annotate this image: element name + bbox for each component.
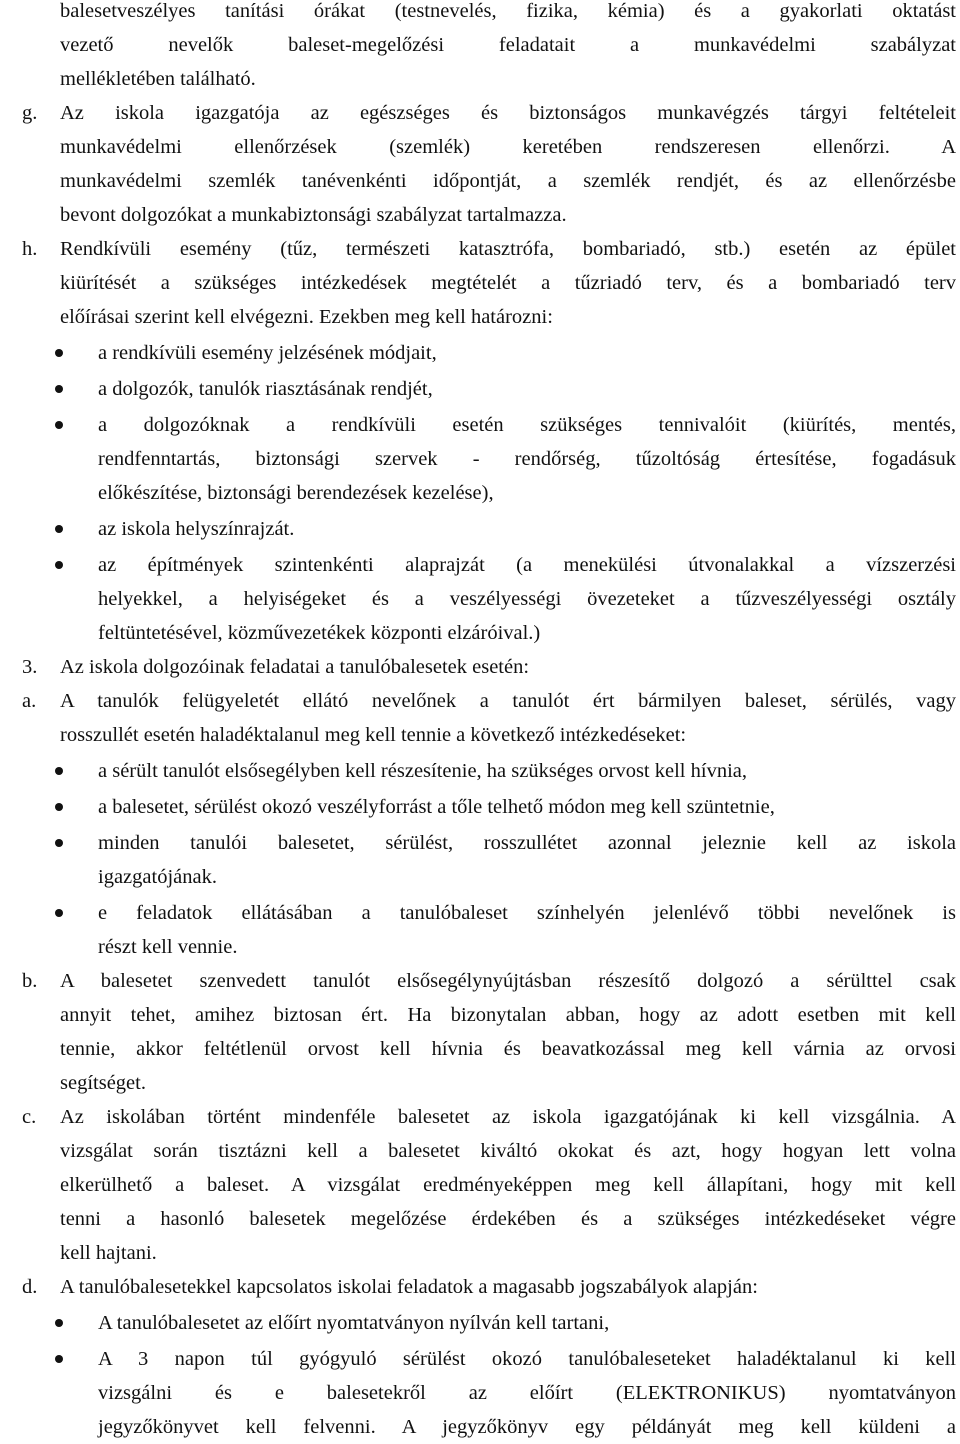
line-text: a dolgozóknak a rendkívüli esetén szükséges tennivalóit (kiürítés, mentés, <box>98 414 956 436</box>
line-text: Rendkívüli esemény (tűz, természeti katasztrófa, bombariadó, stb.) esetén az épület <box>60 238 956 260</box>
document-line <box>0 512 960 546</box>
line-text: A balesetet szenvedett tanulót elsősegélynyújtásban részesítő dolgozó a sérülttel csak <box>60 970 956 992</box>
document-line <box>0 28 960 62</box>
document-line <box>0 1410 960 1444</box>
line-text: A tanulóbalesetet az előírt nyomtatványon nyílván kell tartani, <box>98 1312 610 1334</box>
bullet-icon <box>55 525 63 533</box>
line-text: vizsgálni és e balesetekről az előírt (ELEKTRONIKUS) nyomtatványon <box>98 1382 956 1404</box>
line-text: helyekkel, a helyiségeket és a veszélyességi övezeteket a tűzveszélyességi osztály <box>98 588 956 610</box>
document-line <box>0 650 960 684</box>
document-line <box>0 408 960 442</box>
document-line <box>0 718 960 752</box>
line-text: a balesetet, sérülést okozó veszélyforrást a tőle telhető módon meg kell szüntetnie, <box>98 796 775 818</box>
document-line <box>0 1202 960 1236</box>
line-text: előkészítése, biztonsági berendezések kezelése), <box>98 482 494 504</box>
bullet-icon <box>55 385 63 393</box>
document-line <box>0 1168 960 1202</box>
document-line <box>0 336 960 370</box>
document-line <box>0 198 960 232</box>
line-text: igazgatójának. <box>98 866 217 888</box>
line-text: Az iskola igazgatója az egészséges és biztonságos munkavégzés tárgyi feltételeit <box>60 102 956 124</box>
line-text: balesetveszélyes tanítási órákat (testnevelés, fizika, kémia) és a gyakorlati oktatást <box>60 0 956 22</box>
list-label: c. <box>22 1106 37 1128</box>
document-line <box>0 548 960 582</box>
line-text: rendfenntartás, biztonsági szervek - rendőrség, tűzoltóság értesítése, fogadásuk <box>98 448 956 470</box>
document-line <box>0 1236 960 1270</box>
document-line <box>0 1100 960 1134</box>
document-line <box>0 1306 960 1340</box>
line-text: munkavédelmi ellenőrzések (szemlék) keretében rendszeresen ellenőrzi. A <box>60 136 956 158</box>
document-line <box>0 754 960 788</box>
document-line <box>0 582 960 616</box>
document-line <box>0 684 960 718</box>
document-line <box>0 130 960 164</box>
document-line <box>0 896 960 930</box>
line-text: feltüntetésével, közművezetékek központi elzáróival.) <box>98 622 541 644</box>
line-text: mellékletében található. <box>60 68 256 90</box>
line-text: segítséget. <box>60 1072 146 1094</box>
document-line <box>0 300 960 334</box>
line-text: minden tanulói balesetet, sérülést, rosszullétet azonnal jeleznie kell az iskola <box>98 832 956 854</box>
document-line <box>0 1376 960 1410</box>
line-text: Az iskolában történt mindenféle balesetet az iskola igazgatójának ki kell vizsgálnia. A <box>60 1106 956 1128</box>
document-line <box>0 1134 960 1168</box>
line-text: tenni a hasonló balesetek megelőzése érdekében és a szükséges intézkedéseket végre <box>60 1208 956 1230</box>
list-label: 3. <box>22 656 38 678</box>
bullet-icon <box>55 1355 63 1363</box>
line-text: kiürítését a szükséges intézkedések megtételét a tűzriadó terv, és a bombariadó terv <box>60 272 956 294</box>
document-line <box>0 1032 960 1066</box>
line-text: vizsgálat során tisztázni kell a balesetet kiváltó okokat és azt, hogy hogyan lett volna <box>60 1140 956 1162</box>
line-text: a sérült tanulót elsősegélyben kell részesítenie, ha szükséges orvost kell hívnia, <box>98 760 747 782</box>
list-label: g. <box>22 102 38 124</box>
bullet-icon <box>55 349 63 357</box>
document-line <box>0 96 960 130</box>
document-line <box>0 164 960 198</box>
line-text: előírásai szerint kell elvégezni. Ezekben meg kell határozni: <box>60 306 553 328</box>
line-text: bevont dolgozókat a munkabiztonsági szabályzat tartalmazza. <box>60 204 567 226</box>
line-text: kell hajtani. <box>60 1242 157 1264</box>
bullet-icon <box>55 839 63 847</box>
bullet-icon <box>55 767 63 775</box>
line-text: a rendkívüli esemény jelzésének módjait, <box>98 342 437 364</box>
list-label: h. <box>22 238 38 260</box>
line-text: elkerülhető a baleset. A vizsgálat eredményeképpen meg kell állapítani, hogy mit kell <box>60 1174 956 1196</box>
document-line <box>0 0 960 28</box>
list-label: b. <box>22 970 38 992</box>
line-text: munkavédelmi szemlék tanévenkénti időpontját, a szemlék rendjét, és az ellenőrzésbe <box>60 170 956 192</box>
line-text: a dolgozók, tanulók riasztásának rendjét, <box>98 378 433 400</box>
document-line <box>0 616 960 650</box>
document-line <box>0 476 960 510</box>
document-line <box>0 62 960 96</box>
line-text: jegyzőkönyvet kell felvenni. A jegyzőkönyv egy példányát meg kell küldeni a <box>98 1416 956 1438</box>
bullet-icon <box>55 803 63 811</box>
line-text: A tanulók felügyeletét ellátó nevelőnek a tanulót ért bármilyen baleset, sérülés, vagy <box>60 690 956 712</box>
document-line <box>0 1066 960 1100</box>
line-text: vezető nevelők baleset-megelőzési feladatait a munkavédelmi szabályzat <box>60 34 956 56</box>
list-label: a. <box>22 690 37 712</box>
line-text: Az iskola dolgozóinak feladatai a tanulóbalesetek esetén: <box>60 656 530 678</box>
line-text: A tanulóbalesetekkel kapcsolatos iskolai feladatok a magasabb jogszabályok alapján: <box>60 1276 758 1298</box>
list-label: d. <box>22 1276 38 1298</box>
bullet-icon <box>55 1319 63 1327</box>
line-text: tennie, akkor feltétlenül orvost kell hívnia és beavatkozással meg kell várnia az orvosi <box>60 1038 956 1060</box>
bullet-icon <box>55 561 63 569</box>
line-text: annyit tehet, amihez biztosan ért. Ha bizonytalan abban, hogy az adott esetben mit kell <box>60 1004 956 1026</box>
document-line <box>0 232 960 266</box>
line-text: A 3 napon túl gyógyuló sérülést okozó tanulóbaleseteket haladéktalanul ki kell <box>98 1348 956 1370</box>
document-line <box>0 826 960 860</box>
line-text: az iskola helyszínrajzát. <box>98 518 295 540</box>
line-text: az építmények szintenkénti alaprajzát (a menekülési útvonalakkal a vízszerzési <box>98 554 956 576</box>
line-text: e feladatok ellátásában a tanulóbaleset színhelyén jelenlévő többi nevelőnek is <box>98 902 956 924</box>
line-text: rosszullét esetén haladéktalanul meg kell tennie a következő intézkedéseket: <box>60 724 687 746</box>
line-text: részt kell vennie. <box>98 936 238 958</box>
document-line <box>0 372 960 406</box>
document-line <box>0 442 960 476</box>
document-line <box>0 860 960 894</box>
bullet-icon <box>55 421 63 429</box>
document-line <box>0 1342 960 1376</box>
document-line <box>0 998 960 1032</box>
bullet-icon <box>55 909 63 917</box>
document-line <box>0 266 960 300</box>
document-line <box>0 1270 960 1304</box>
document-line <box>0 930 960 964</box>
document-line <box>0 964 960 998</box>
document-line <box>0 790 960 824</box>
